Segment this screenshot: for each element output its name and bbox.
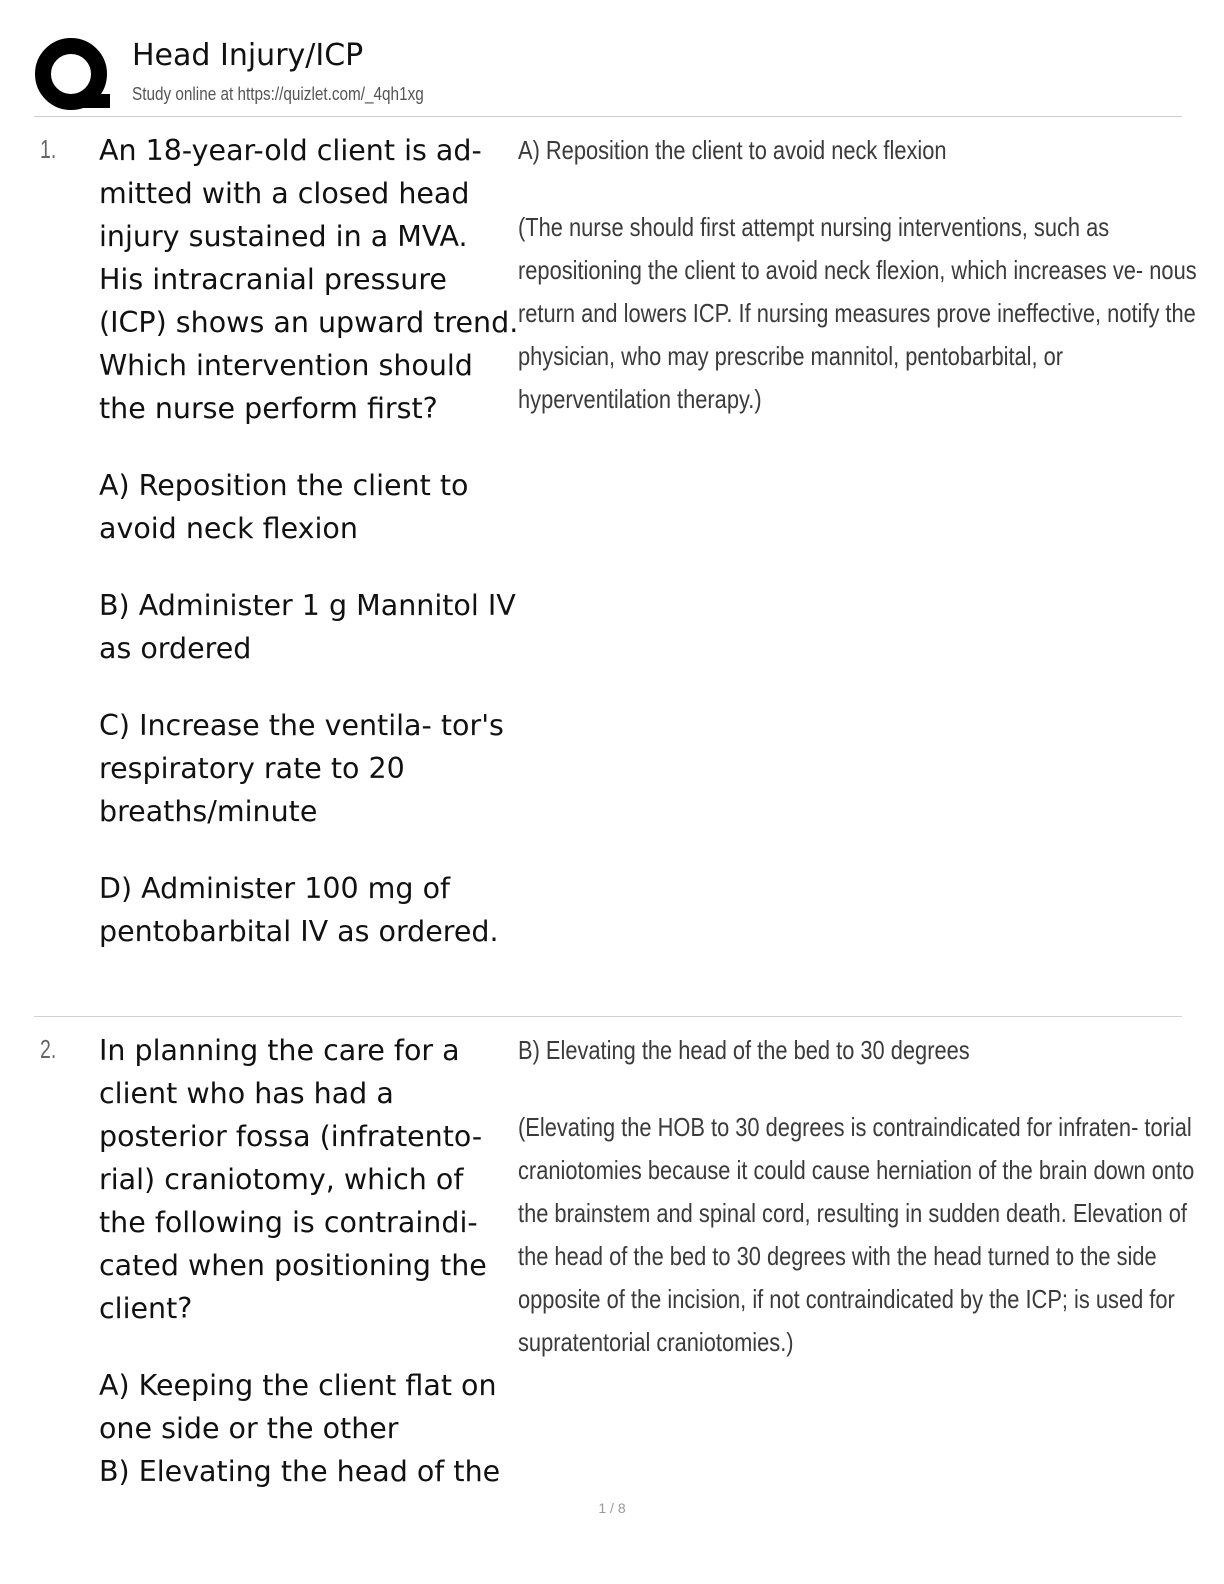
option: B) Elevating the head of the [99,1455,501,1488]
option: D) Administer 100 mg of pentobarbital IV as ordered. [99,872,499,948]
card-number: 2. [40,1034,57,1064]
page-number: 1 / 8 [598,1500,626,1516]
question [99,1029,519,1493]
answer-text: A) Reposition the client to avoid neck flexion [518,135,947,165]
card-number: 1. [40,134,57,164]
answer-text: B) Elevating the head of the bed to 30 degrees [518,1035,970,1065]
option: A) Reposition the client to avoid neck flexion [99,469,469,545]
page-header [34,32,1184,118]
quizlet-logo-icon [34,36,112,114]
set-title: Head Injury/ICP [132,38,364,73]
divider [34,116,1182,117]
option: B) Administer 1 g Mannitol IV as ordered [99,589,516,665]
option: A) Keeping the client flat on one side or the other [99,1369,497,1445]
question-text: An 18-year-old client is ad- mitted with a closed head injury sustained in a MVA. His intracranial pressure (ICP) shows an upward trend. Which intervention should the nurse perform first? [99,134,519,425]
answer-explanation: (Elevating the HOB to 30 degrees is contraindicated for infraten- torial craniotomies because it could cause herniation of the brain down onto the brainstem and spinal cord, resulting in sudden death. Elevation of the head of the bed to 30 degrees with the head turned to the side opposite of the incision, if not contraindicated by the ICP; is used for supratentorial craniotomies.) [518,1112,1195,1357]
divider [34,1016,1182,1017]
question [99,129,519,953]
option: C) Increase the ventila- tor's respiratory rate to 20 breaths/minute [99,709,504,828]
study-online-link[interactable]: Study online at https://quizlet.com/_4qh1xg [132,84,424,104]
answer-explanation: (The nurse should first attempt nursing interventions, such as repositioning the client to avoid neck flexion, which increases ve- nous return and lowers ICP. If nursing measures prove ineffective, notify the physician, who may prescribe mannitol, pentobarbital, or hyperventilation therapy.) [518,212,1197,414]
answer [518,1029,1218,1398]
question-text: In planning the care for a client who has had a posterior fossa (infratento- rial) craniotomy, which of the following is contraindi- cated when positioning the client? [99,1034,487,1325]
answer [518,129,1218,455]
